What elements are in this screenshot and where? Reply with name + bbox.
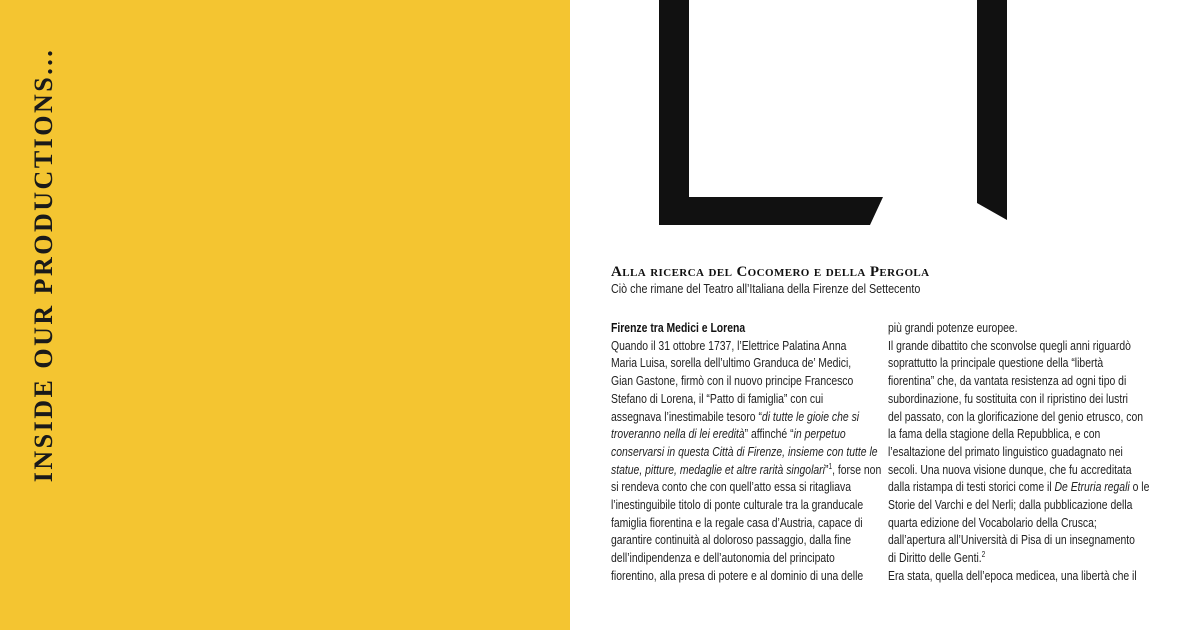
body-text-line [888, 338, 1131, 356]
body-text-line [611, 515, 863, 533]
drop-cap-right-stroke [977, 0, 1007, 220]
text-segment: o le [1129, 480, 1150, 495]
text-segment: Il grande dibattito che sconvolse quegli anni riguardò [888, 338, 1131, 353]
footnote-marker: 2 [981, 549, 986, 559]
drop-cap-left-stroke [659, 0, 883, 225]
text-segment: fiorentino, alla presa di potere e al dominio di una delle [611, 568, 864, 583]
text-segment: ” [824, 462, 829, 477]
body-text-line [611, 391, 832, 409]
italic-text: di tutte le gioie che si [761, 409, 860, 424]
text-segment: l’esaltazione del primato linguistico guadagnato nei [888, 444, 1123, 459]
text-segment: Quando il 31 ottobre 1737, l’Elettrice Palatina Anna [611, 338, 847, 353]
body-text-line [611, 479, 852, 497]
text-segment: del passato, con la glorificazione del genio etrusco, con [888, 409, 1144, 424]
body-text-line [611, 355, 852, 373]
sidebar-vertical-title: INSIDE OUR PRODUCTIONS... [29, 47, 58, 483]
text-segment: ” affinché “ [744, 427, 794, 442]
text-segment: quarta edizione del Vocabolario della Crusca; [888, 515, 1097, 530]
body-text-line [611, 461, 882, 480]
text-segment: assegnava l’inestimabile tesoro “ [611, 409, 762, 424]
text-segment: Era stata, quella dell’epoca medicea, una libertà che il [888, 568, 1137, 583]
text-segment: Storie del Varchi e del Nerli; dalla pubblicazione della [888, 498, 1133, 513]
text-segment: subordinazione, fu sostituita con il ripristino dei lustri [888, 391, 1128, 406]
body-text-line [611, 568, 864, 586]
body-text-line [611, 426, 846, 444]
body-text-line [888, 426, 1109, 444]
body-text-line [888, 568, 1137, 586]
section-heading: Firenze tra Medici e Lorena [611, 321, 746, 335]
drop-cap-letter-graphic [570, 0, 1200, 240]
text-segment: , forse non [832, 462, 882, 477]
text-segment: Maria Luisa, sorella dell’ultimo Granduca de’ Medici, [611, 356, 852, 371]
footnote-marker: 1 [828, 461, 833, 471]
text-segment: dalla ristampa di testi storici come il [888, 480, 1055, 495]
text-segment: famiglia fiorentina e la regale casa d’Austria, capace di [611, 515, 863, 530]
text-segment: di Diritto delle Genti. [888, 551, 982, 566]
text-segment: si rendeva conto che con quell’atto essa si ritagliava [611, 480, 852, 495]
italic-text: De Etruria regali [1054, 480, 1130, 495]
body-text-line [888, 444, 1123, 462]
body-text-line [888, 497, 1133, 515]
italic-text: statue, pitture, medaglie et altre rarità singolari [611, 462, 825, 477]
article-subtitle: Ciò che rimane del Teatro all’Italiana della Firenze del Settecento [611, 282, 921, 296]
text-segment: Stefano di Lorena, il “Patto di famiglia” con cui [611, 391, 824, 406]
body-text-line [888, 355, 1109, 373]
body-text-line [611, 409, 860, 427]
text-segment: secoli. Una nuova visione dunque, che fu accreditata [888, 462, 1132, 477]
article-column-2 [888, 320, 1158, 586]
body-text-line [611, 444, 878, 462]
article-title: Alla ricerca del Cocomero e della Pergola [611, 264, 930, 280]
text-segment: più grandi potenze europee. [888, 321, 1018, 335]
body-text-line [611, 338, 847, 356]
body-text-line [888, 515, 1109, 533]
text-segment: dell’indipendenza e dell’autonomia del principato [611, 551, 835, 566]
italic-text: in perpetuo [793, 427, 846, 442]
body-text-line [888, 391, 1128, 409]
body-text-line [888, 479, 1150, 497]
text-segment: dall’apertura all’Università di Pisa di un insegnamento [888, 533, 1135, 548]
text-segment: l’inestinguibile titolo di ponte culturale tra la granducale [611, 498, 864, 513]
text-segment: fiorentina” che, da vantata resistenza ad ogni tipo di [888, 374, 1127, 389]
text-segment: garantire continuità al doloroso passaggio, dalla fine [611, 533, 852, 548]
body-text-line [611, 532, 852, 550]
body-text-line [888, 373, 1127, 391]
yellow-sidebar [0, 0, 570, 630]
body-text-line [888, 320, 1109, 338]
body-text-line [888, 550, 1109, 568]
body-text-line [888, 532, 1135, 550]
body-text-line [888, 462, 1132, 480]
body-text-line [888, 409, 1144, 427]
italic-text: conservarsi in questa Città di Firenze, insieme con tutte le [611, 444, 878, 459]
body-text-line [611, 497, 864, 515]
article-page [570, 0, 1200, 630]
text-segment: la fama della stagione della Repubblica, e con [888, 427, 1101, 442]
article-column-1 [611, 320, 881, 586]
body-text-line [611, 550, 835, 568]
text-segment: soprattutto la principale questione della “libertà [888, 356, 1104, 371]
text-segment: Gian Gastone, firmò con il nuovo principe Francesco [611, 374, 854, 389]
italic-text: troveranno nella di lei eredità [611, 427, 745, 442]
body-text-line [611, 373, 854, 391]
